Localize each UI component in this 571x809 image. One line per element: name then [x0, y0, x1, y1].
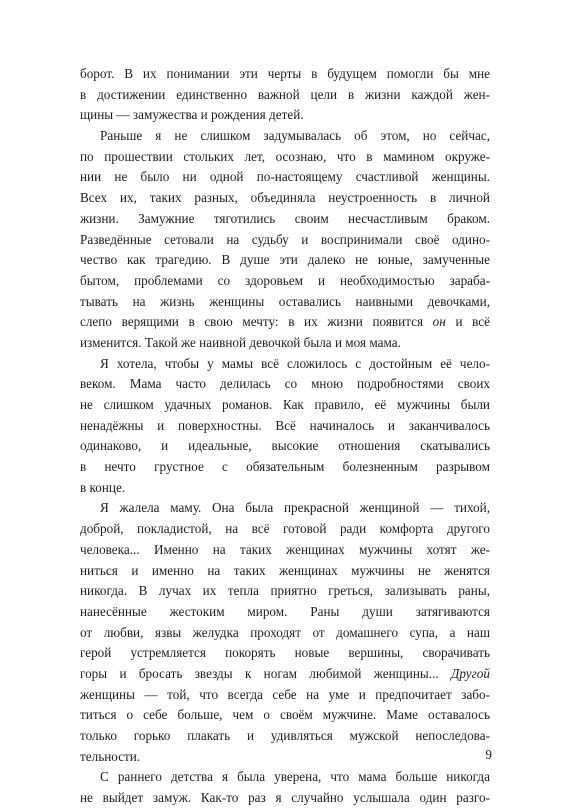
text-line: веком. Мама часто делилась со мною подробностями своих [80, 376, 490, 392]
body-text [80, 64, 490, 809]
text-line [80, 664, 490, 685]
text-line: человека... Именно на таких женщинах мужчины хотят же- [80, 541, 490, 557]
text-line: по прошествии стольких лет, осознаю, что в мамином окруже- [80, 148, 490, 164]
text-line: изменится. Такой же наивной девочкой была и моя мама. [80, 334, 401, 350]
text-line: Я жалела маму. Она была прекрасной женщиной — тихой, [100, 500, 490, 516]
text-line: в нечто грустное с обязательным болезненным разрывом [80, 459, 490, 475]
italic-word: Другой [451, 665, 490, 681]
text-line: тельности. [80, 748, 141, 764]
text-line: только горько плакать и удивляться мужской непоследова- [80, 728, 490, 743]
text-line: нии не было ни одной по-настоящему счастливой женщины. [80, 169, 490, 185]
text-line: ниться и именно на таких женщинах мужчины не женятся [80, 562, 490, 578]
text-line: Я хотела, чтобы у мамы всё сложилось с достойным её чело- [100, 355, 490, 371]
text-line: С раннего детства я была уверена, что мама больше никогда [100, 769, 490, 785]
page-number: 9 [485, 747, 492, 762]
text-line: от любви, язвы желудка проходят от домашнего супа, а наш [80, 624, 490, 640]
text-line: Всех их, таких разных, объединяла неустроенность в личной [80, 190, 490, 206]
text-line: в конце. [80, 479, 126, 495]
text-line: женщины — той, что всегда себе на уме и предпочитает забо- [80, 686, 490, 702]
text-line: жизни. Замужние тяготились своим несчастливым браком. [80, 210, 490, 226]
text-line: в достижении единственно важной цели в жизни каждой жен- [80, 86, 490, 102]
text-line: не выйдет замуж. Как-то раз я случайно услышала один разго- [80, 790, 490, 806]
text-line: никогда. В лучах их тепла приятно греться, зализывать раны, [80, 583, 490, 599]
text-line: тывать на жизнь женщины оставались наивными девочками, [80, 293, 490, 309]
text-line: борот. В их понимании эти черты в будущем помогли бы мне [80, 66, 490, 81]
text-line: доброй, покладистой, на всё готовой ради комфорта другого [80, 521, 490, 537]
text-line: не слишком удачных романов. Как правило, её мужчины были [80, 397, 490, 412]
text-line: титься о себе больше, чем о своём мужчине. Маме оставалось [80, 707, 490, 723]
text-line: одинаково, и идеальные, высокие отношения скатывались [80, 438, 490, 454]
line-segment: слепо верящими в свою мечту: в их жизни появится [80, 314, 433, 330]
line-segment: горы и бросать звезды к ногам любимой женщины... [80, 665, 451, 681]
italic-word: он [432, 314, 446, 330]
text-line: щины — замужества и рождения детей. [80, 107, 304, 123]
text-line: бытом, проблемами со здоровьем и необходимостью зараба- [80, 272, 490, 288]
text-line: герой устремляется покорять новые вершины, сворачивать [80, 645, 490, 661]
text-line: Раньше я не слишком задумывалась об этом, но сейчас, [100, 128, 490, 144]
text-line: ненадёжны и поверхностны. Всё начиналось и заканчивалось [80, 417, 490, 433]
text-line: нанесённые жестоким миром. Раны души затягиваются [80, 603, 490, 619]
text-line [80, 312, 490, 333]
text-line: чество как трагедию. В душе эти далеко не юные, замученные [80, 252, 490, 268]
text-line: Разведённые сетовали на судьбу и воспринимали своё одино- [80, 231, 490, 247]
line-segment: и всё [445, 314, 490, 330]
